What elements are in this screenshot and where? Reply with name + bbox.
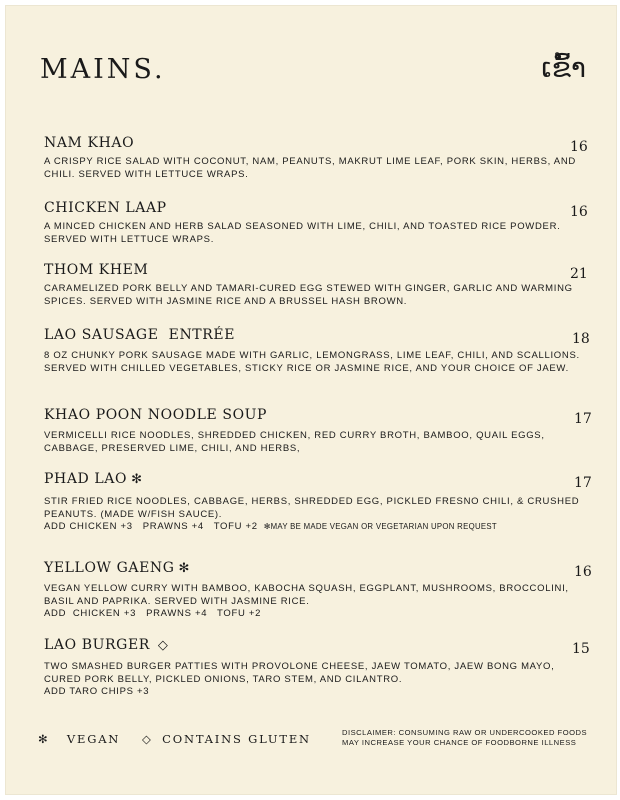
menu-item-name: LAO BURGER [44, 637, 150, 653]
disclaimer-line: DISCLAIMER: CONSUMING RAW OR UNDERCOOKED FOODS [342, 728, 588, 737]
disclaimer-line: MAY INCREASE YOUR CHANCE OF FOODBORNE ILLNESS [342, 738, 577, 747]
menu-item-price: 21 [570, 266, 588, 282]
gluten-legend-label: CONTAINS GLUTEN [162, 732, 311, 746]
menu-item-addons: ADD CHICKEN +3 PRAWNS +4 TOFU +2 [44, 608, 262, 619]
menu-item-description: 8 OZ CHUNKY PORK SAUSAGE MADE WITH GARLIC, LEMONGRASS, LIME LEAF, CHILI, AND SCALLIONS. SERVED WITH CHILLED VEGETABLES, STICKY RICE OR JASMINE RICE, AND YOUR CHOICE OF JAEW. [44, 350, 580, 374]
gluten-icon: ◇ [157, 638, 169, 653]
menu-item-name: PHAD LAO [44, 471, 128, 487]
gluten-legend [142, 732, 311, 746]
menu-item-price: 16 [570, 139, 588, 155]
menu-footer [38, 728, 598, 758]
menu-item-name: CHICKEN LAAP [44, 200, 167, 216]
vegan-icon: ✻ [38, 732, 50, 746]
menu-item-yellow-gaeng [44, 559, 596, 621]
menu-item-name: THOM KHEM [44, 262, 149, 278]
menu-item-price: 15 [572, 641, 590, 657]
menu-item-description: VEGAN YELLOW CURRY WITH BAMBOO, KABOCHA SQUASH, EGGPLANT, MUSHROOMS, BROCCOLINI, BASIL AND PAPRIKA. SERVED WITH JASMINE RICE. [44, 583, 569, 607]
menu-item-name-row [44, 636, 596, 655]
menu-item-description: VERMICELLI RICE NOODLES, SHREDDED CHICKEN, RED CURRY BROTH, BAMBOO, QUAIL EGGS, CABBAGE, PRESERVED LIME, CHILI, AND HERBS, [44, 430, 545, 454]
menu-item-phad-lao [44, 470, 596, 534]
menu-item-price: 17 [574, 411, 592, 427]
menu-item-name-row [44, 559, 596, 578]
menu-item-description: A CRISPY RICE SALAD WITH COCONUT, NAM, PEANUTS, MAKRUT LIME LEAF, PORK SKIN, HERBS, AND CHILI. SERVED WITH LETTUCE WRAPS. [44, 156, 576, 180]
restaurant-logo: ເຂົ້າ [541, 51, 586, 84]
vegan-icon: ✻ [178, 561, 191, 576]
menu-item-price: 16 [574, 564, 592, 580]
menu-item-addons: ADD CHICKEN +3 PRAWNS +4 TOFU +2 [44, 521, 258, 532]
menu-item-nam-khao [44, 134, 596, 181]
gluten-icon: ◇ [142, 732, 153, 746]
menu-item-addons-row [44, 521, 584, 534]
disclaimer [342, 728, 602, 748]
menu-item-name-row [44, 470, 596, 489]
vegan-legend [38, 732, 120, 746]
menu-item-name: NAM KHAO [44, 135, 135, 151]
menu-item-name: KHAO POON NOODLE SOUP [44, 407, 268, 423]
vegan-legend-label: VEGAN [66, 732, 121, 746]
page-title: MAINS. [40, 54, 166, 85]
menu-page [6, 6, 616, 794]
menu-item-thom-khem [44, 261, 596, 308]
menu-item-name: LAO SAUSAGE ENTRÉE [44, 327, 236, 343]
menu-item-lao-sausage [44, 326, 596, 375]
menu-item-price: 18 [572, 331, 590, 347]
menu-item-khao-poon [44, 406, 596, 455]
menu-item-price: 17 [574, 475, 592, 491]
menu-item-price: 16 [570, 204, 588, 220]
menu-item-chicken-laap [44, 199, 596, 246]
vegan-icon: ✻ [131, 472, 143, 487]
menu-item-lao-burger [44, 636, 596, 699]
menu-item-description: STIR FRIED RICE NOODLES, CABBAGE, HERBS, SHREDDED EGG, PICKLED FRESNO CHILI, & CRUSHED PEANUTS. (MADE W/FISH SAUCE). [44, 496, 580, 520]
menu-item-name: YELLOW GAENG [44, 560, 175, 576]
menu-item-description: TWO SMASHED BURGER PATTIES WITH PROVOLONE CHEESE, JAEW TOMATO, JAEW BONG MAYO, CURED PORK BELLY, PICKLED ONIONS, TARO STEM, AND CILANTRO. [44, 661, 555, 685]
menu-item-description: A MINCED CHICKEN AND HERB SALAD SEASONED WITH LIME, CHILI, AND TOASTED RICE POWDER. SERVED WITH LETTUCE WRAPS. [44, 221, 561, 245]
menu-item-description: CARAMELIZED PORK BELLY AND TAMARI-CURED EGG STEWED WITH GINGER, GARLIC AND WARMING SPICES. SERVED WITH JASMINE RICE AND A BRUSSEL HASH BROWN. [44, 283, 573, 307]
menu-item-addons: ADD TARO CHIPS +3 [44, 686, 150, 697]
vegan-note: ✻MAY BE MADE VEGAN OR VEGETARIAN UPON REQUEST [263, 522, 497, 531]
